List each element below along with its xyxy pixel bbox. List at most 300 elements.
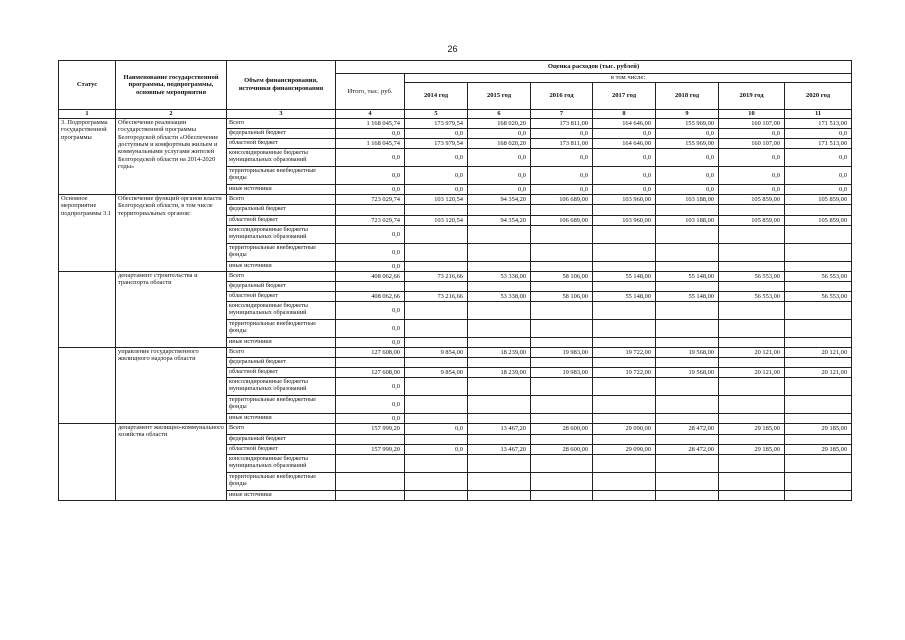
year-value-cell bbox=[656, 378, 719, 396]
column-number: 10 bbox=[719, 110, 785, 119]
year-value-cell: 171 513,00 bbox=[785, 119, 852, 129]
year-value-cell bbox=[593, 302, 656, 320]
year-value-cell: 56 553,00 bbox=[785, 292, 852, 302]
year-value-cell: 103 120,54 bbox=[405, 216, 468, 226]
total-value-cell bbox=[336, 205, 405, 216]
year-value-cell: 0,0 bbox=[468, 129, 531, 139]
year-value-cell bbox=[785, 414, 852, 424]
year-value-cell bbox=[593, 473, 656, 491]
year-value-cell bbox=[656, 491, 719, 501]
year-value-cell bbox=[719, 396, 785, 414]
year-value-cell: 105 859,00 bbox=[785, 216, 852, 226]
year-value-cell bbox=[719, 473, 785, 491]
year-value-cell: 0,0 bbox=[719, 185, 785, 195]
year-value-cell: 13 467,20 bbox=[468, 445, 531, 455]
year-value-cell bbox=[531, 320, 593, 338]
total-value-cell: 0,0 bbox=[336, 338, 405, 348]
year-value-cell: 29 185,00 bbox=[785, 445, 852, 455]
source-cell: федеральный бюджет bbox=[227, 358, 336, 368]
table-row bbox=[59, 195, 852, 205]
program-name-cell: Обеспечение реализации государственной программы Белгородской области «Обеспечение доступным и комфортным жильем и коммунальными услугами жителей Белгородской области на 2014-2020 годы» bbox=[116, 119, 227, 195]
year-value-cell: 0,0 bbox=[656, 167, 719, 185]
status-cell: 3. Подпрограмма государственной программы bbox=[59, 119, 116, 195]
year-value-cell: 105 859,00 bbox=[719, 195, 785, 205]
col-year-header: 2017 год bbox=[593, 83, 656, 110]
year-value-cell: 28 600,00 bbox=[531, 445, 593, 455]
source-cell: областной бюджет bbox=[227, 216, 336, 226]
source-cell: консолидированные бюджеты муниципальных образований bbox=[227, 149, 336, 167]
source-cell: территориальные внебюджетные фонды bbox=[227, 396, 336, 414]
source-cell: Всего bbox=[227, 348, 336, 358]
year-value-cell: 0,0 bbox=[593, 167, 656, 185]
year-value-cell: 0,0 bbox=[405, 149, 468, 167]
total-value-cell bbox=[336, 435, 405, 445]
year-value-cell bbox=[405, 435, 468, 445]
year-value-cell: 29 185,00 bbox=[719, 424, 785, 435]
total-value-cell: 1 168 045,74 bbox=[336, 139, 405, 149]
year-value-cell bbox=[405, 320, 468, 338]
year-value-cell: 105 859,00 bbox=[785, 195, 852, 205]
year-value-cell: 56 553,00 bbox=[719, 292, 785, 302]
year-value-cell: 28 600,00 bbox=[531, 424, 593, 435]
year-value-cell: 0,0 bbox=[785, 149, 852, 167]
source-cell: федеральный бюджет bbox=[227, 435, 336, 445]
table-row bbox=[59, 424, 852, 435]
year-value-cell: 0,0 bbox=[719, 167, 785, 185]
source-cell: Всего bbox=[227, 119, 336, 129]
year-value-cell: 105 859,00 bbox=[719, 216, 785, 226]
year-value-cell bbox=[405, 358, 468, 368]
total-value-cell: 0,0 bbox=[336, 244, 405, 262]
year-value-cell bbox=[405, 414, 468, 424]
year-value-cell: 164 646,00 bbox=[593, 119, 656, 129]
year-value-cell bbox=[719, 320, 785, 338]
year-value-cell bbox=[468, 244, 531, 262]
year-value-cell: 0,0 bbox=[656, 185, 719, 195]
year-value-cell bbox=[531, 262, 593, 272]
year-value-cell bbox=[656, 414, 719, 424]
year-value-cell: 29 090,00 bbox=[593, 445, 656, 455]
year-value-cell: 173 979,54 bbox=[405, 139, 468, 149]
year-value-cell bbox=[405, 378, 468, 396]
source-cell: федеральный бюджет bbox=[227, 282, 336, 292]
program-name-cell: Обеспечение функций органов власти Белгородской области, в том числе территориальных органов: bbox=[116, 195, 227, 272]
year-value-cell bbox=[656, 205, 719, 216]
year-value-cell bbox=[719, 414, 785, 424]
year-value-cell bbox=[785, 435, 852, 445]
year-value-cell bbox=[785, 396, 852, 414]
year-value-cell: 55 148,00 bbox=[593, 272, 656, 282]
year-value-cell bbox=[531, 358, 593, 368]
column-number: 8 bbox=[593, 110, 656, 119]
year-value-cell: 0,0 bbox=[531, 185, 593, 195]
year-value-cell bbox=[468, 414, 531, 424]
year-value-cell bbox=[719, 282, 785, 292]
total-value-cell: 157 999,20 bbox=[336, 424, 405, 435]
year-value-cell bbox=[593, 205, 656, 216]
year-value-cell bbox=[531, 473, 593, 491]
year-value-cell: 0,0 bbox=[593, 129, 656, 139]
table-row bbox=[59, 348, 852, 358]
year-value-cell bbox=[719, 358, 785, 368]
year-value-cell bbox=[656, 455, 719, 473]
column-number: 9 bbox=[656, 110, 719, 119]
total-value-cell: 157 999,20 bbox=[336, 445, 405, 455]
year-value-cell: 103 188,00 bbox=[656, 216, 719, 226]
total-value-cell: 1 168 045,74 bbox=[336, 119, 405, 129]
source-cell: территориальные внебюджетные фонды bbox=[227, 244, 336, 262]
year-value-cell: 103 120,54 bbox=[405, 195, 468, 205]
year-value-cell bbox=[656, 262, 719, 272]
source-cell: областной бюджет bbox=[227, 445, 336, 455]
year-value-cell bbox=[656, 338, 719, 348]
status-cell bbox=[59, 424, 116, 501]
col-source-header: Объем финансирования, источники финансирования bbox=[227, 61, 336, 110]
year-value-cell: 73 216,66 bbox=[405, 272, 468, 282]
year-value-cell bbox=[719, 435, 785, 445]
year-value-cell bbox=[593, 338, 656, 348]
source-cell: консолидированные бюджеты муниципальных образований bbox=[227, 302, 336, 320]
year-value-cell: 0,0 bbox=[468, 149, 531, 167]
financing-table bbox=[58, 60, 852, 501]
year-value-cell bbox=[405, 338, 468, 348]
year-value-cell bbox=[656, 473, 719, 491]
year-value-cell: 56 553,00 bbox=[719, 272, 785, 282]
year-value-cell: 173 811,00 bbox=[531, 139, 593, 149]
year-value-cell: 18 239,00 bbox=[468, 348, 531, 358]
year-value-cell: 0,0 bbox=[785, 167, 852, 185]
year-value-cell bbox=[593, 435, 656, 445]
year-value-cell bbox=[405, 473, 468, 491]
col-total-header: Итого, тыс. руб. bbox=[336, 74, 405, 110]
source-cell: Всего bbox=[227, 272, 336, 282]
year-value-cell: 106 689,00 bbox=[531, 195, 593, 205]
total-value-cell: 723 029,74 bbox=[336, 195, 405, 205]
year-value-cell bbox=[405, 282, 468, 292]
year-value-cell bbox=[719, 244, 785, 262]
year-value-cell: 164 646,00 bbox=[593, 139, 656, 149]
year-value-cell bbox=[719, 491, 785, 501]
year-value-cell: 58 106,00 bbox=[531, 292, 593, 302]
year-value-cell: 94 354,20 bbox=[468, 216, 531, 226]
year-value-cell bbox=[593, 378, 656, 396]
total-value-cell bbox=[336, 358, 405, 368]
year-value-cell: 0,0 bbox=[405, 424, 468, 435]
year-value-cell bbox=[785, 358, 852, 368]
year-value-cell: 168 020,20 bbox=[468, 139, 531, 149]
year-value-cell bbox=[468, 491, 531, 501]
year-value-cell bbox=[405, 205, 468, 216]
year-value-cell bbox=[593, 262, 656, 272]
source-cell: федеральный бюджет bbox=[227, 129, 336, 139]
column-number: 3 bbox=[227, 110, 336, 119]
year-value-cell bbox=[656, 244, 719, 262]
year-value-cell: 0,0 bbox=[405, 185, 468, 195]
year-value-cell bbox=[468, 282, 531, 292]
year-value-cell bbox=[785, 338, 852, 348]
year-value-cell bbox=[468, 378, 531, 396]
year-value-cell bbox=[785, 262, 852, 272]
col-year-header: 2015 год bbox=[468, 83, 531, 110]
year-value-cell: 9 854,00 bbox=[405, 368, 468, 378]
year-value-cell: 0,0 bbox=[785, 185, 852, 195]
year-value-cell bbox=[531, 226, 593, 244]
year-value-cell: 9 854,00 bbox=[405, 348, 468, 358]
program-name-cell: департамент строительства и транспорта области bbox=[116, 272, 227, 348]
year-value-cell bbox=[405, 396, 468, 414]
col-name-header: Наименование государственной программы, подпрограммы, основные мероприятия bbox=[116, 61, 227, 110]
year-value-cell: 0,0 bbox=[656, 129, 719, 139]
status-cell: Основное мероприятие подпрограммы 3.1 bbox=[59, 195, 116, 272]
estimate-header: Оценка расходов (тыс. рублей) bbox=[336, 61, 852, 74]
year-value-cell: 0,0 bbox=[593, 149, 656, 167]
year-value-cell bbox=[468, 358, 531, 368]
year-value-cell: 28 472,00 bbox=[656, 445, 719, 455]
year-value-cell bbox=[593, 244, 656, 262]
year-value-cell bbox=[593, 226, 656, 244]
year-value-cell bbox=[468, 473, 531, 491]
year-value-cell bbox=[531, 378, 593, 396]
year-value-cell: 29 090,00 bbox=[593, 424, 656, 435]
year-value-cell bbox=[593, 414, 656, 424]
column-number: 4 bbox=[336, 110, 405, 119]
column-number: 2 bbox=[116, 110, 227, 119]
col-year-header: 2016 год bbox=[531, 83, 593, 110]
total-value-cell: 0,0 bbox=[336, 129, 405, 139]
program-name-cell: департамент жилищно-коммунального хозяйства области bbox=[116, 424, 227, 501]
year-value-cell: 0,0 bbox=[656, 149, 719, 167]
year-value-cell bbox=[468, 455, 531, 473]
year-value-cell bbox=[531, 338, 593, 348]
year-value-cell: 58 106,00 bbox=[531, 272, 593, 282]
year-value-cell bbox=[593, 396, 656, 414]
source-cell: иные источники bbox=[227, 262, 336, 272]
year-value-cell bbox=[468, 226, 531, 244]
year-value-cell: 0,0 bbox=[468, 167, 531, 185]
year-value-cell bbox=[719, 378, 785, 396]
year-value-cell: 19 568,00 bbox=[656, 368, 719, 378]
total-value-cell bbox=[336, 491, 405, 501]
year-value-cell: 53 338,00 bbox=[468, 292, 531, 302]
year-value-cell: 20 121,00 bbox=[719, 368, 785, 378]
year-value-cell bbox=[593, 455, 656, 473]
year-value-cell bbox=[531, 244, 593, 262]
year-value-cell: 155 969,00 bbox=[656, 119, 719, 129]
year-value-cell: 160 107,00 bbox=[719, 119, 785, 129]
year-value-cell bbox=[531, 455, 593, 473]
year-value-cell bbox=[785, 491, 852, 501]
year-value-cell bbox=[468, 435, 531, 445]
year-value-cell bbox=[719, 302, 785, 320]
year-value-cell: 19 983,00 bbox=[531, 368, 593, 378]
year-value-cell bbox=[468, 338, 531, 348]
year-value-cell: 0,0 bbox=[468, 185, 531, 195]
year-value-cell: 0,0 bbox=[531, 129, 593, 139]
year-value-cell bbox=[785, 473, 852, 491]
total-value-cell: 0,0 bbox=[336, 167, 405, 185]
year-value-cell bbox=[656, 320, 719, 338]
year-value-cell bbox=[468, 396, 531, 414]
total-value-cell: 0,0 bbox=[336, 185, 405, 195]
total-value-cell: 127 608,00 bbox=[336, 368, 405, 378]
source-cell: иные источники bbox=[227, 185, 336, 195]
year-value-cell: 0,0 bbox=[719, 129, 785, 139]
year-value-cell bbox=[656, 435, 719, 445]
year-value-cell bbox=[719, 262, 785, 272]
year-value-cell: 0,0 bbox=[785, 129, 852, 139]
year-value-cell: 173 811,00 bbox=[531, 119, 593, 129]
year-value-cell bbox=[785, 378, 852, 396]
year-value-cell: 94 354,20 bbox=[468, 195, 531, 205]
total-value-cell bbox=[336, 455, 405, 473]
source-cell: территориальные внебюджетные фонды bbox=[227, 473, 336, 491]
year-value-cell bbox=[719, 205, 785, 216]
col-year-header: 2019 год bbox=[719, 83, 785, 110]
total-value-cell: 0,0 bbox=[336, 302, 405, 320]
year-value-cell: 20 121,00 bbox=[785, 348, 852, 358]
total-value-cell: 0,0 bbox=[336, 320, 405, 338]
year-value-cell: 19 568,00 bbox=[656, 348, 719, 358]
total-value-cell: 0,0 bbox=[336, 378, 405, 396]
year-value-cell bbox=[531, 435, 593, 445]
col-year-header: 2020 год bbox=[785, 83, 852, 110]
source-cell: консолидированные бюджеты муниципальных образований bbox=[227, 378, 336, 396]
year-value-cell bbox=[531, 396, 593, 414]
year-value-cell bbox=[656, 282, 719, 292]
year-value-cell: 19 983,00 bbox=[531, 348, 593, 358]
year-value-cell: 173 979,54 bbox=[405, 119, 468, 129]
year-value-cell bbox=[719, 338, 785, 348]
year-value-cell: 168 020,20 bbox=[468, 119, 531, 129]
source-cell: областной бюджет bbox=[227, 368, 336, 378]
year-value-cell: 29 185,00 bbox=[719, 445, 785, 455]
year-value-cell bbox=[719, 455, 785, 473]
total-value-cell: 408 062,66 bbox=[336, 272, 405, 282]
total-value-cell: 408 062,66 bbox=[336, 292, 405, 302]
col-year-header: 2018 год bbox=[656, 83, 719, 110]
year-value-cell bbox=[593, 320, 656, 338]
year-value-cell bbox=[593, 282, 656, 292]
year-value-cell: 53 338,00 bbox=[468, 272, 531, 282]
total-value-cell bbox=[336, 282, 405, 292]
year-value-cell bbox=[531, 282, 593, 292]
program-name-cell: управление государственного жилищного надзора области bbox=[116, 348, 227, 424]
year-value-cell bbox=[785, 205, 852, 216]
col-year-header: 2014 год bbox=[405, 83, 468, 110]
source-cell: территориальные внебюджетные фонды bbox=[227, 320, 336, 338]
year-value-cell: 55 148,00 bbox=[656, 292, 719, 302]
column-number: 7 bbox=[531, 110, 593, 119]
year-value-cell: 0,0 bbox=[405, 129, 468, 139]
year-value-cell: 56 553,00 bbox=[785, 272, 852, 282]
year-value-cell bbox=[531, 302, 593, 320]
source-cell: Всего bbox=[227, 424, 336, 435]
table-row bbox=[59, 119, 852, 129]
year-value-cell bbox=[785, 455, 852, 473]
column-number: 1 bbox=[59, 110, 116, 119]
year-value-cell bbox=[656, 226, 719, 244]
year-value-cell bbox=[785, 282, 852, 292]
total-value-cell: 127 608,00 bbox=[336, 348, 405, 358]
year-value-cell bbox=[405, 226, 468, 244]
source-cell: консолидированные бюджеты муниципальных образований bbox=[227, 455, 336, 473]
year-value-cell: 19 722,00 bbox=[593, 368, 656, 378]
source-cell: территориальные внебюджетные фонды bbox=[227, 167, 336, 185]
column-number: 6 bbox=[468, 110, 531, 119]
source-cell: консолидированные бюджеты муниципальных образований bbox=[227, 226, 336, 244]
status-cell bbox=[59, 272, 116, 348]
year-value-cell: 19 722,00 bbox=[593, 348, 656, 358]
year-value-cell: 0,0 bbox=[719, 149, 785, 167]
year-value-cell: 103 188,00 bbox=[656, 195, 719, 205]
year-value-cell bbox=[785, 302, 852, 320]
year-value-cell: 106 689,00 bbox=[531, 216, 593, 226]
year-value-cell: 0,0 bbox=[531, 149, 593, 167]
total-value-cell: 0,0 bbox=[336, 226, 405, 244]
year-value-cell bbox=[468, 302, 531, 320]
year-value-cell: 28 472,00 bbox=[656, 424, 719, 435]
year-value-cell bbox=[656, 396, 719, 414]
year-value-cell: 18 239,00 bbox=[468, 368, 531, 378]
year-value-cell bbox=[405, 302, 468, 320]
year-value-cell bbox=[656, 302, 719, 320]
total-value-cell: 0,0 bbox=[336, 414, 405, 424]
year-value-cell bbox=[719, 226, 785, 244]
source-cell: иные источники bbox=[227, 338, 336, 348]
source-cell: иные источники bbox=[227, 491, 336, 501]
table-row bbox=[59, 272, 852, 282]
year-value-cell: 160 107,00 bbox=[719, 139, 785, 149]
year-value-cell bbox=[531, 414, 593, 424]
year-value-cell: 0,0 bbox=[405, 445, 468, 455]
total-value-cell bbox=[336, 473, 405, 491]
year-value-cell: 0,0 bbox=[531, 167, 593, 185]
page-number: 26 bbox=[447, 44, 458, 54]
total-value-cell: 0,0 bbox=[336, 262, 405, 272]
status-cell bbox=[59, 348, 116, 424]
year-value-cell: 55 148,00 bbox=[656, 272, 719, 282]
year-value-cell: 20 121,00 bbox=[785, 368, 852, 378]
total-value-cell: 0,0 bbox=[336, 396, 405, 414]
year-value-cell: 103 960,00 bbox=[593, 216, 656, 226]
year-value-cell: 103 960,00 bbox=[593, 195, 656, 205]
year-value-cell: 171 513,00 bbox=[785, 139, 852, 149]
source-cell: Всего bbox=[227, 195, 336, 205]
year-value-cell: 0,0 bbox=[405, 167, 468, 185]
incl-header: в том числе: bbox=[405, 74, 852, 83]
year-value-cell bbox=[468, 320, 531, 338]
total-value-cell: 723 029,74 bbox=[336, 216, 405, 226]
year-value-cell: 73 216,66 bbox=[405, 292, 468, 302]
year-value-cell bbox=[656, 358, 719, 368]
year-value-cell bbox=[785, 226, 852, 244]
year-value-cell bbox=[593, 491, 656, 501]
year-value-cell bbox=[405, 455, 468, 473]
year-value-cell: 55 148,00 bbox=[593, 292, 656, 302]
year-value-cell bbox=[531, 491, 593, 501]
year-value-cell: 29 185,00 bbox=[785, 424, 852, 435]
year-value-cell: 20 121,00 bbox=[719, 348, 785, 358]
source-cell: областной бюджет bbox=[227, 292, 336, 302]
year-value-cell: 155 969,00 bbox=[656, 139, 719, 149]
year-value-cell bbox=[468, 205, 531, 216]
year-value-cell bbox=[785, 320, 852, 338]
source-cell: областной бюджет bbox=[227, 139, 336, 149]
year-value-cell bbox=[593, 358, 656, 368]
year-value-cell bbox=[405, 244, 468, 262]
source-cell: иные источники bbox=[227, 414, 336, 424]
year-value-cell bbox=[531, 205, 593, 216]
